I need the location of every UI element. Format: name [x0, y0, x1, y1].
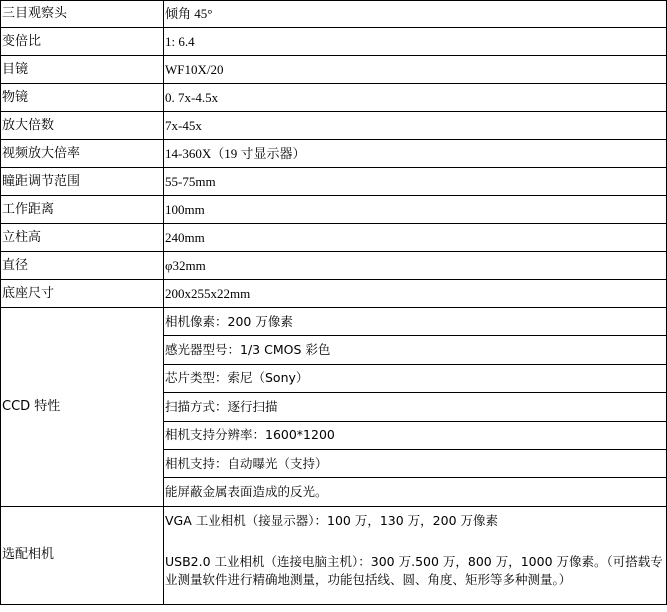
row-label: 瞳距调节范围 [1, 168, 164, 196]
row-value: 7x-45x [164, 112, 667, 140]
row-label: 工作距离 [1, 196, 164, 224]
table-row [1, 56, 667, 84]
table-row [1, 168, 667, 196]
row-value: 55-75mm [164, 168, 667, 196]
camera-label: 选配相机 [1, 506, 164, 604]
table-row [1, 196, 667, 224]
ccd-item: 扫描方式：逐行扫描 [164, 393, 667, 421]
table-row [1, 1, 667, 28]
ccd-row [1, 308, 667, 336]
row-label: 直径 [1, 252, 164, 280]
row-value: 倾角 45° [164, 1, 667, 28]
row-value: WF10X/20 [164, 56, 667, 84]
table-row [1, 28, 667, 56]
row-value: φ32mm [164, 252, 667, 280]
row-value: 100mm [164, 196, 667, 224]
ccd-item: 能屏蔽金属表面造成的反光。 [164, 478, 667, 506]
row-value: 200x255x22mm [164, 280, 667, 308]
row-value: 1: 6.4 [164, 28, 667, 56]
row-label: 底座尺寸 [1, 280, 164, 308]
row-value: 240mm [164, 224, 667, 252]
ccd-item: 芯片类型：索尼（Sony） [164, 364, 667, 392]
table-row [1, 140, 667, 168]
row-label: 放大倍数 [1, 112, 164, 140]
ccd-item: 相机像素：200 万像素 [164, 308, 667, 336]
row-label: 三目观察头 [1, 1, 164, 28]
row-value: 0. 7x-4.5x [164, 84, 667, 112]
ccd-label: CCD 特性 [1, 308, 164, 507]
table-row [1, 112, 667, 140]
ccd-item: 相机支持分辨率：1600*1200 [164, 421, 667, 449]
row-label: 目镜 [1, 56, 164, 84]
table-row [1, 224, 667, 252]
camera-item: USB2.0 工业相机（连接电脑主机）：300 万.500 万，800 万，1000 万像素。（可搭载专业测量软件进行精确地测量，功能包括线、圆、角度、矩形等多种测量。） [164, 536, 667, 604]
row-label: 立柱高 [1, 224, 164, 252]
ccd-item: 相机支持：自动曝光（支持） [164, 449, 667, 477]
camera-item: VGA 工业相机（接显示器）：100 万，130 万，200 万像素 [164, 506, 667, 536]
row-label: 视频放大倍率 [1, 140, 164, 168]
table-row [1, 252, 667, 280]
camera-row [1, 506, 667, 536]
row-label: 变倍比 [1, 28, 164, 56]
row-value: 14-360X（19 寸显示器） [164, 140, 667, 168]
table-row [1, 84, 667, 112]
row-label: 物镜 [1, 84, 164, 112]
table-row [1, 280, 667, 308]
ccd-item: 感光器型号：1/3 CMOS 彩色 [164, 336, 667, 364]
